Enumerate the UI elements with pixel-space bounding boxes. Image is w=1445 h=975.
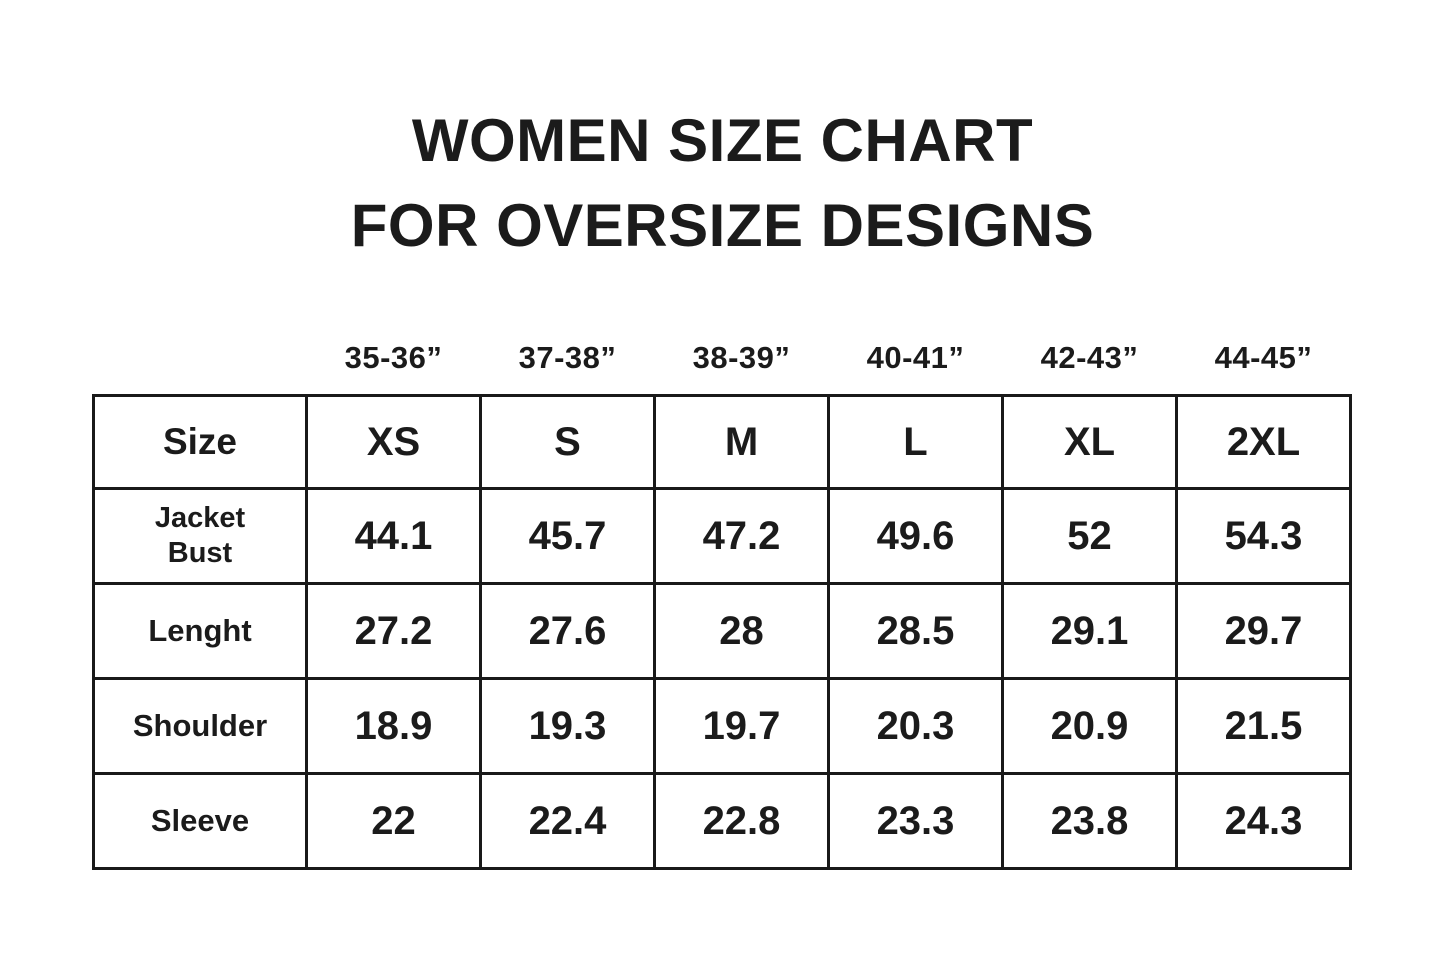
size-chart-table — [92, 340, 1352, 870]
measurement-header-cell: 42-43” — [1040, 340, 1139, 375]
table-cell-value: 29.1 — [1003, 584, 1177, 679]
table-cell-value: 52 — [1003, 489, 1177, 584]
table-row — [94, 774, 1351, 869]
page-title — [0, 0, 1445, 268]
table-cell-value: 22.8 — [655, 774, 829, 869]
table-cell-value: 19.7 — [655, 679, 829, 774]
table-cell-value: 44.1 — [307, 489, 481, 584]
row-label-shoulder: Shoulder — [94, 679, 307, 774]
table-cell-value: 22 — [307, 774, 481, 869]
table-row — [94, 584, 1351, 679]
table-cell-value: 20.9 — [1003, 679, 1177, 774]
table-cell-value: 28 — [655, 584, 829, 679]
table-cell-value: 47.2 — [655, 489, 829, 584]
table-cell-value: 23.3 — [829, 774, 1003, 869]
table-cell-value: 54.3 — [1177, 489, 1351, 584]
row-label-jacket-bust — [94, 489, 307, 584]
size-chart-table-wrapper — [92, 340, 1313, 870]
table-cell-value: 18.9 — [307, 679, 481, 774]
table-cell-value: 29.7 — [1177, 584, 1351, 679]
table-cell-value: 45.7 — [481, 489, 655, 584]
table-cell-value: 24.3 — [1177, 774, 1351, 869]
measurement-header-cell: 44-45” — [1214, 340, 1313, 375]
size-column-header: S — [481, 396, 655, 489]
size-column-header: L — [829, 396, 1003, 489]
table-cell-value: 20.3 — [829, 679, 1003, 774]
size-column-header: 2XL — [1177, 396, 1351, 489]
size-column-header: XL — [1003, 396, 1177, 489]
measurement-header-cell: 37-38” — [518, 340, 617, 375]
measurement-header-cell: 40-41” — [866, 340, 965, 375]
table-row — [94, 396, 1351, 489]
table-row — [94, 679, 1351, 774]
table-cell-value: 23.8 — [1003, 774, 1177, 869]
table-row — [94, 489, 1351, 584]
size-column-header: XS — [307, 396, 481, 489]
row-label-sleeve: Sleeve — [94, 774, 307, 869]
title-line-1: WOMEN SIZE CHART — [411, 107, 1034, 174]
row-label-lenght: Lenght — [94, 584, 307, 679]
table-cell-value: 19.3 — [481, 679, 655, 774]
row-label-line: Bust — [167, 537, 233, 569]
size-corner-label: Size — [94, 396, 307, 489]
size-column-header: M — [655, 396, 829, 489]
measurement-header-row — [94, 340, 1351, 396]
measurement-header-cell: 35-36” — [344, 340, 443, 375]
measurement-header-cell: 38-39” — [692, 340, 791, 375]
table-cell-value: 28.5 — [829, 584, 1003, 679]
table-cell-value: 21.5 — [1177, 679, 1351, 774]
measurement-header-spacer — [94, 340, 307, 396]
table-cell-value: 49.6 — [829, 489, 1003, 584]
table-cell-value: 27.6 — [481, 584, 655, 679]
table-cell-value: 22.4 — [481, 774, 655, 869]
table-cell-value: 27.2 — [307, 584, 481, 679]
title-line-2: FOR OVERSIZE DESIGNS — [350, 192, 1095, 260]
row-label-line: Jacket — [154, 502, 246, 535]
